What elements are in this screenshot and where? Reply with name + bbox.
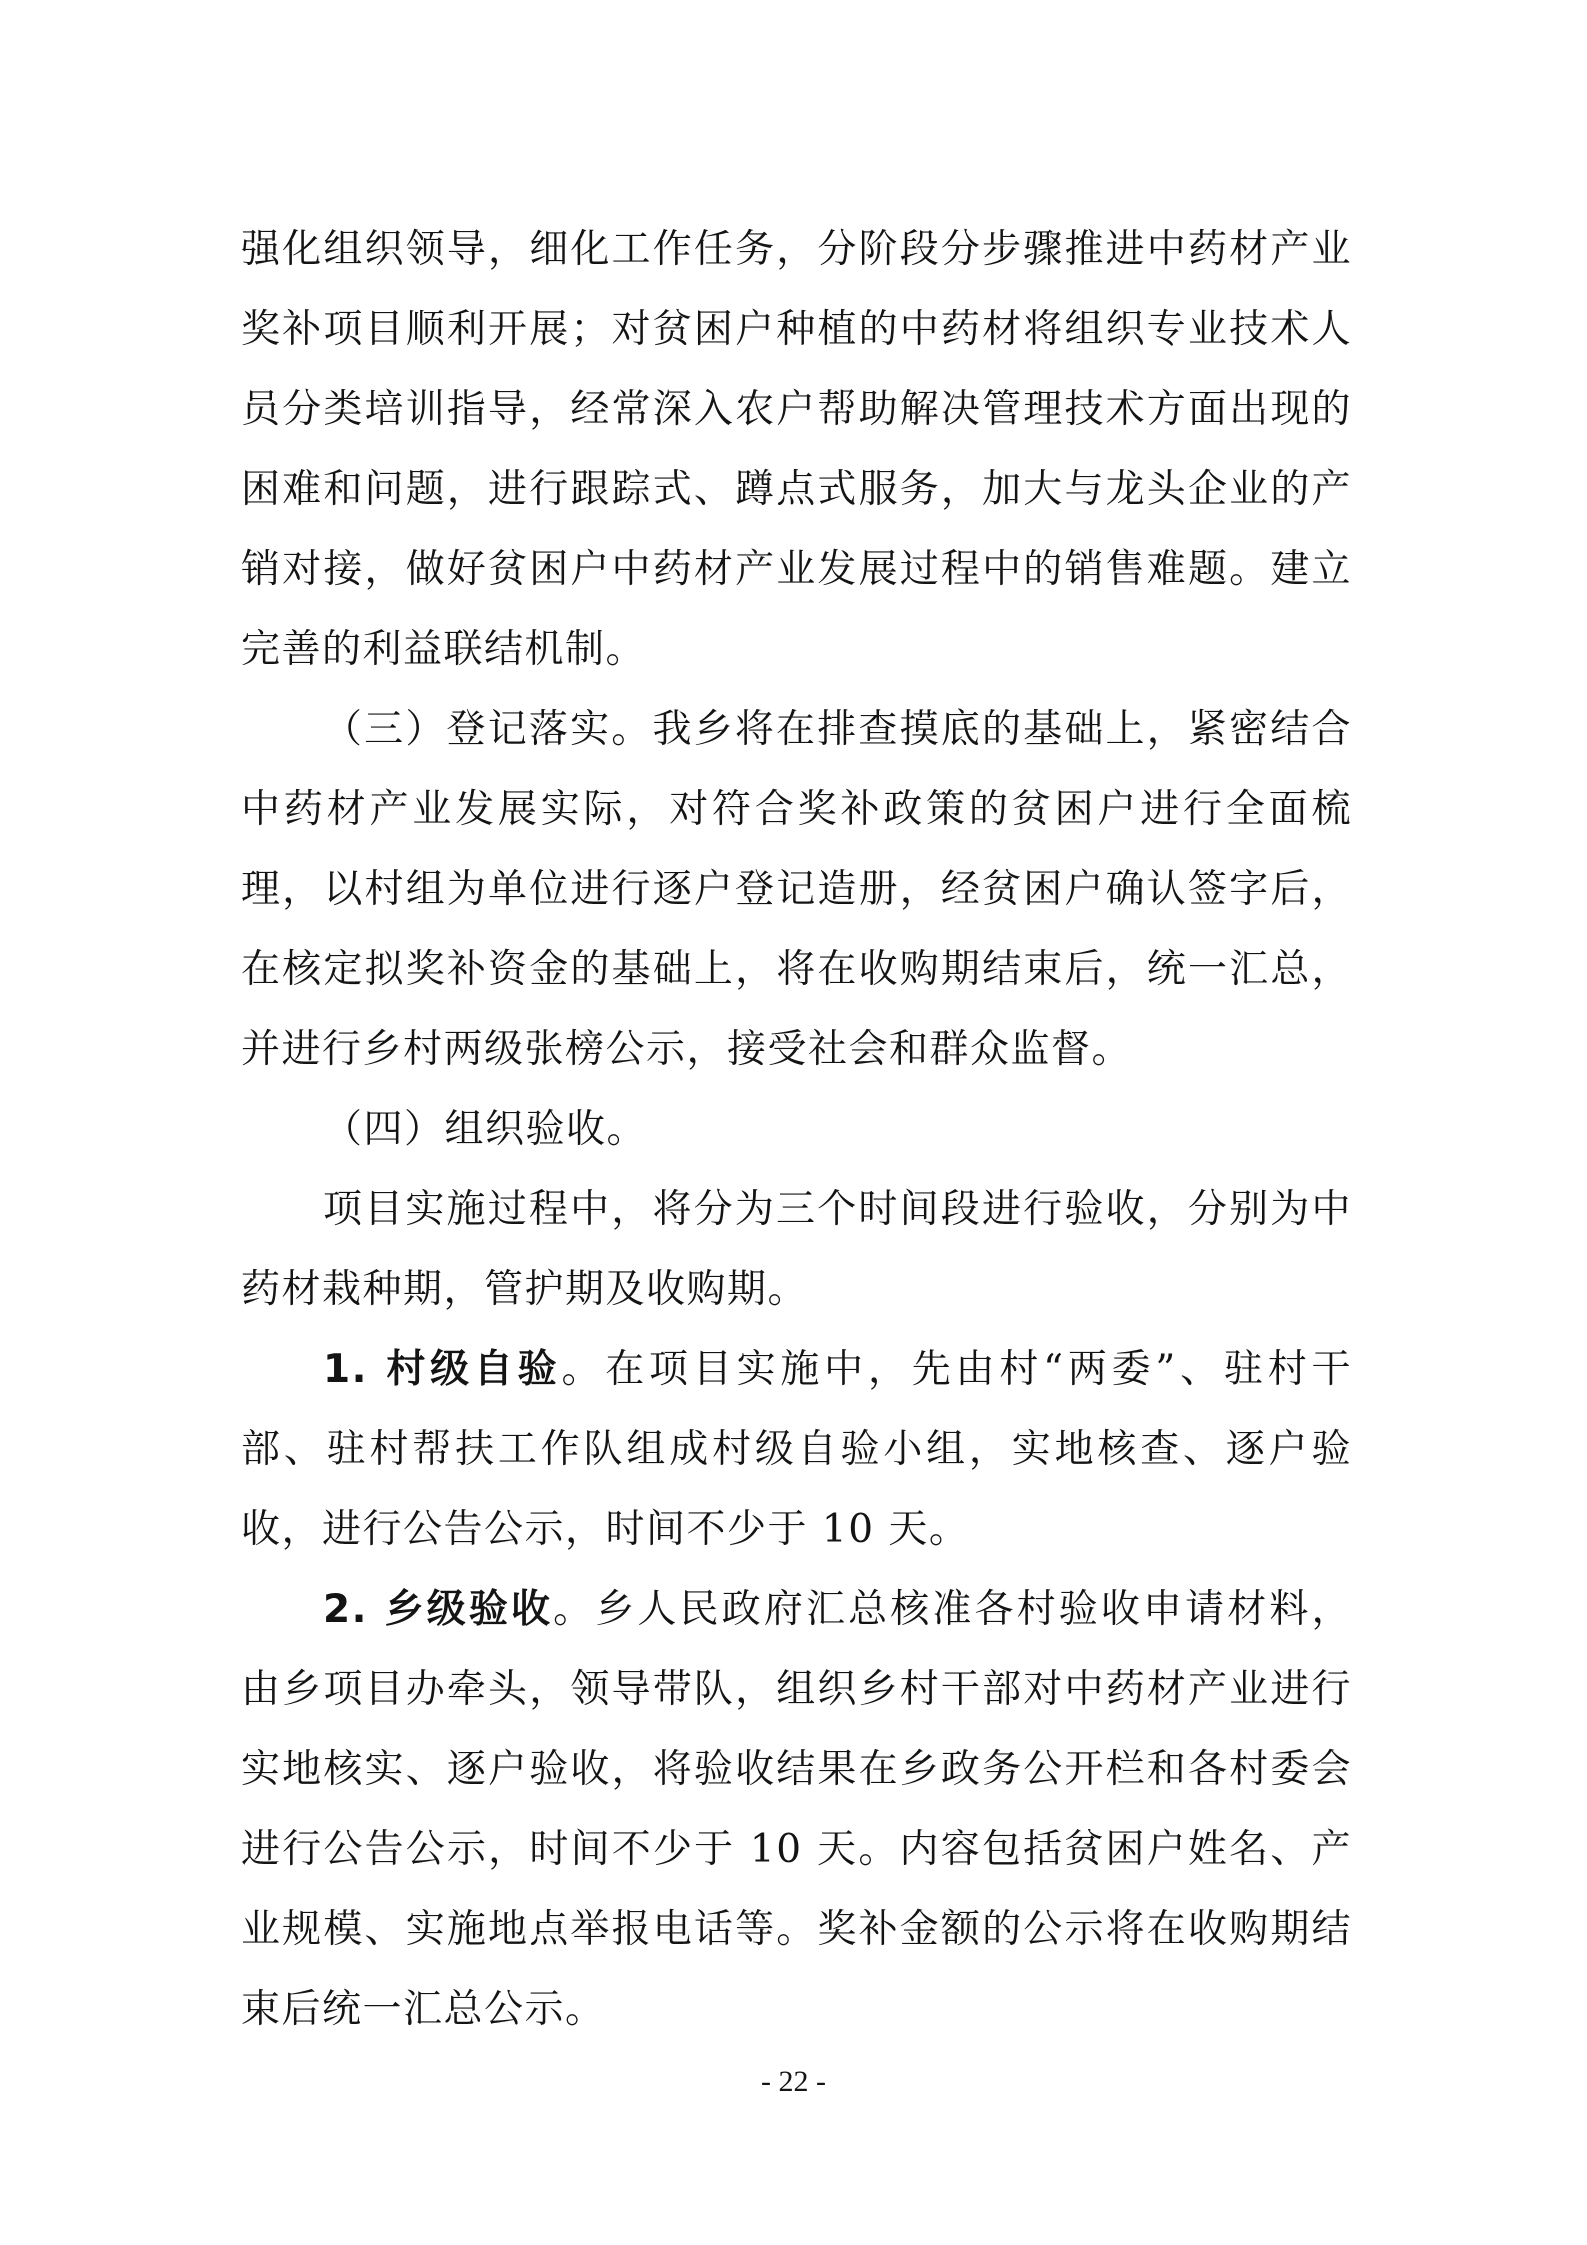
township-acceptance-lead: 2. 乡级验收 [323,1587,554,1632]
village-self-inspection-text: 。在项目实施中，先由村“两委”、驻村干部、驻村帮扶工作队组成村级自验小组，实地核查、逐户验收，进行公告公示，时间不少于 10 天。 [241,1347,1352,1552]
section-heading-acceptance: （四）组织验收。 [323,1107,648,1152]
paragraph-organization-leadership: 强化组织领导，细化工作任务，分阶段分步骤推进中药材产业奖补项目顺利开展；对贫困户种植的中药材将组织专业技术人员分类培训指导，经常深入农户帮助解决管理技术方面出现的困难和问题，进行跟踪式、蹲点式服务，加大与龙头企业的产销对接，做好贫困户中药材产业发展过程中的销售难题。建立完善的利益联结机制。 [241,227,1352,672]
paragraph-township-acceptance [241,1570,1352,2050]
page-number: - 22 - [761,2065,826,2098]
township-acceptance-text: 。乡人民政府汇总核准各村验收申请材料，由乡项目办牵头，领导带队，组织乡村干部对中药材产业进行实地核实、逐户验收，将验收结果在乡政务公开栏和各村委会进行公告公示，时间不少于 10 天。内容包括贫困户姓名、产业规模、实施地点举报电话等。奖补金额的公示将在收购期结束后统一汇总公示。 [241,1587,1352,2032]
paragraph-acceptance-periods: 项目实施过程中，将分为三个时间段进行验收，分别为中药材栽种期，管护期及收购期。 [241,1187,1352,1312]
paragraph-village-self-inspection [241,1330,1352,1570]
village-self-inspection-lead: 1. 村级自验 [323,1347,562,1392]
document-body [241,210,1352,2050]
paragraph-registration: （三）登记落实。我乡将在排查摸底的基础上，紧密结合中药材产业发展实际，对符合奖补政策的贫困户进行全面梳理，以村组为单位进行逐户登记造册，经贫困户确认签字后，在核定拟奖补资金的基础上，将在收购期结束后，统一汇总，并进行乡村两级张榜公示，接受社会和群众监督。 [241,707,1352,1072]
